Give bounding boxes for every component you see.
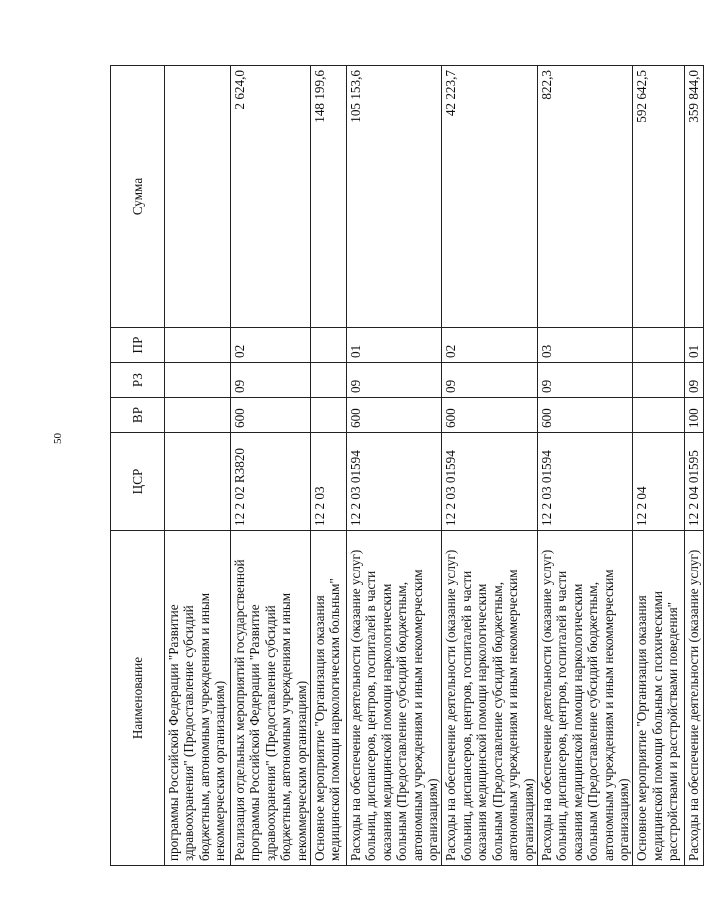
header-sum: Сумма [111,66,165,328]
table-row [685,66,703,866]
row-rz: 09 [685,363,703,398]
row-sum: 359 844,0 [685,66,703,328]
header-vr: ВР [111,398,165,433]
table-row [347,66,442,866]
row-vr: 600 [442,398,537,433]
table-row [633,66,685,866]
table-row [442,66,537,866]
row-pr: 03 [537,328,632,363]
row-csr [165,433,231,531]
row-pr [633,328,685,363]
row-pr [165,328,231,363]
rotated-page [110,66,702,866]
row-pr: 01 [347,328,442,363]
row-vr [311,398,347,433]
row-rz: 09 [347,363,442,398]
row-name: Расходы на обеспечение деятельности (оказание услуг) больниц, диспансеров, центров, госпиталей в части оказания медицинской помощи наркологическим больным (Предоставление субсидий бюджетным, автономным учреждениям и иным некоммерческим организациям) [537,531,632,866]
row-csr: 12 2 02 R3820 [231,433,311,531]
table-row [165,66,231,866]
header-rz: РЗ [111,363,165,398]
header-csr: ЦСР [111,433,165,531]
row-name: Основное мероприятие "Организация оказания медицинской помощи наркологическим больным" [311,531,347,866]
table-row [311,66,347,866]
row-pr [311,328,347,363]
row-vr: 600 [537,398,632,433]
table-header-row [111,66,165,866]
row-rz [165,363,231,398]
row-sum: 2 624,0 [231,66,311,328]
row-vr: 100 [685,398,703,433]
row-rz: 09 [442,363,537,398]
row-csr: 12 2 03 01594 [347,433,442,531]
budget-table [110,65,704,866]
row-pr: 01 [685,328,703,363]
row-sum: 105 153,6 [347,66,442,328]
table-row [537,66,632,866]
row-name: Расходы на обеспечение деятельности (оказание услуг) больниц, диспансеров, центров, госпиталей в части оказания медицинской помощи наркологическим больным (Предоставление субсидий бюджетным, автономным учреждениям и иным некоммерческим организациям) [442,531,537,866]
row-name: программы Российской Федерации "Развитие здравоохранения" (Предоставление субсидий бюджетным, автономным учреждениям и иным некоммерческим организациям) [165,531,231,866]
row-rz [311,363,347,398]
row-csr: 12 2 03 01594 [442,433,537,531]
table-row [231,66,311,866]
row-name: Расходы на обеспечение деятельности (оказание услуг) больниц, диспансеров, центров, госпиталей в части оказания медицинской помощи наркологическим больным (Предоставление субсидий бюджетным, автономным учреждениям и иным некоммерческим организациям) [347,531,442,866]
row-rz: 09 [537,363,632,398]
header-pr: ПР [111,328,165,363]
row-csr: 12 2 03 01594 [537,433,632,531]
row-vr: 600 [231,398,311,433]
row-sum: 822,3 [537,66,632,328]
row-sum [165,66,231,328]
row-sum: 42 223,7 [442,66,537,328]
row-sum: 148 199,6 [311,66,347,328]
row-rz: 09 [231,363,311,398]
row-vr [633,398,685,433]
row-csr: 12 2 03 [311,433,347,531]
row-csr: 12 2 04 [633,433,685,531]
header-name: Наименование [111,531,165,866]
row-pr: 02 [231,328,311,363]
row-name: Основное мероприятие "Организация оказания медицинской помощи больным с психическими расстройствами и расстройствами поведения" [633,531,685,866]
row-name: Расходы на обеспечение деятельности (оказание услуг) [685,531,703,866]
row-sum: 592 642,5 [633,66,685,328]
row-csr: 12 2 04 01595 [685,433,703,531]
row-pr: 02 [442,328,537,363]
page-number: 50 [52,433,64,444]
row-vr [165,398,231,433]
row-name: Реализация отдельных мероприятий государственной программы Российской Федерации "Развитие здравоохранения" (Предоставление субсидий бюджетным, автономным учреждениям и иным некоммерческим организациям) [231,531,311,866]
row-rz [633,363,685,398]
row-vr: 600 [347,398,442,433]
